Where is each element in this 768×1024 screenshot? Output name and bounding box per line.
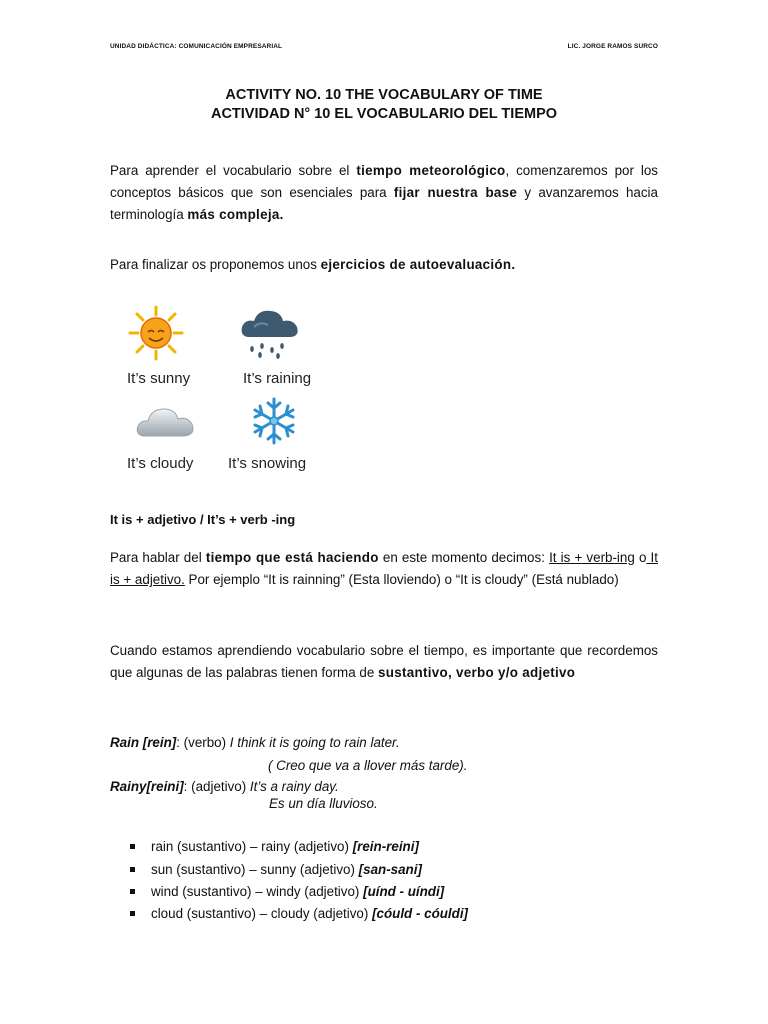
caption-snowing: It’s snowing bbox=[228, 455, 307, 472]
caption-sunny: It’s sunny bbox=[127, 370, 191, 387]
cloud-icon bbox=[135, 400, 197, 444]
list-item: sun (sustantivo) – sunny (adjetivo) [san-sani] bbox=[130, 862, 422, 877]
sun-icon bbox=[128, 305, 184, 361]
rain-cloud-icon bbox=[238, 305, 308, 360]
rain-example-translation: ( Creo que va a llover más tarde). bbox=[268, 758, 468, 773]
rain-example: Rain [rein]: (verbo) I think it is going to rain later. bbox=[110, 735, 400, 750]
final-paragraph: Para finalizar os proponemos unos ejercicios de autoevaluación. bbox=[110, 257, 516, 272]
bullet-icon bbox=[130, 911, 135, 916]
caption-cloudy: It’s cloudy bbox=[127, 455, 194, 472]
rainy-example: Rainy[reini]: (adjetivo) It’s a rainy day. bbox=[110, 779, 339, 794]
usage-paragraph: Para hablar del tiempo que está haciendo en este momento decimos: It is + verb-ing o It is + adjetivo. Por ejemplo “It is rainning” (Esta lloviendo) o “It is cloudy” (Está nublado) bbox=[110, 550, 658, 587]
header-left: UNIDAD DIDÁCTICA: COMUNICACIÓN EMPRESARIAL bbox=[110, 43, 283, 50]
section-subheading: It is + adjetivo / It’s + verb -ing bbox=[110, 512, 296, 527]
list-item: rain (sustantivo) – rainy (adjetivo) [rein-reini] bbox=[130, 839, 419, 854]
title-spanish: ACTIVIDAD N° 10 EL VOCABULARIO DEL TIEMPO bbox=[210, 106, 558, 122]
title-english: ACTIVITY NO. 10 THE VOCABULARY OF TIME bbox=[225, 87, 543, 103]
intro-paragraph: Para aprender el vocabulario sobre el tiempo meteorológico, comenzaremos por los conceptos básicos que son esenciales para fijar nuestra base y avanzaremos hacia terminología más compleja. bbox=[110, 163, 658, 222]
list-item: cloud (sustantivo) – cloudy (adjetivo) [cóuld - cóuldi] bbox=[130, 906, 468, 921]
list-item: wind (sustantivo) – windy (adjetivo) [uínd - uíndi] bbox=[130, 884, 444, 899]
bullet-icon bbox=[130, 889, 135, 894]
rainy-example-translation: Es un día lluvioso. bbox=[269, 796, 378, 811]
snowflake-icon bbox=[249, 396, 299, 446]
header-right: LIC. JORGE RAMOS SURCO bbox=[567, 43, 658, 50]
forms-paragraph: Cuando estamos aprendiendo vocabulario sobre el tiempo, es importante que recordemos que algunas de las palabras tienen forma de sustantivo, verbo y/o adjetivo bbox=[110, 643, 658, 680]
caption-raining: It’s raining bbox=[243, 370, 312, 387]
bullet-icon bbox=[130, 867, 135, 872]
bullet-icon bbox=[130, 844, 135, 849]
